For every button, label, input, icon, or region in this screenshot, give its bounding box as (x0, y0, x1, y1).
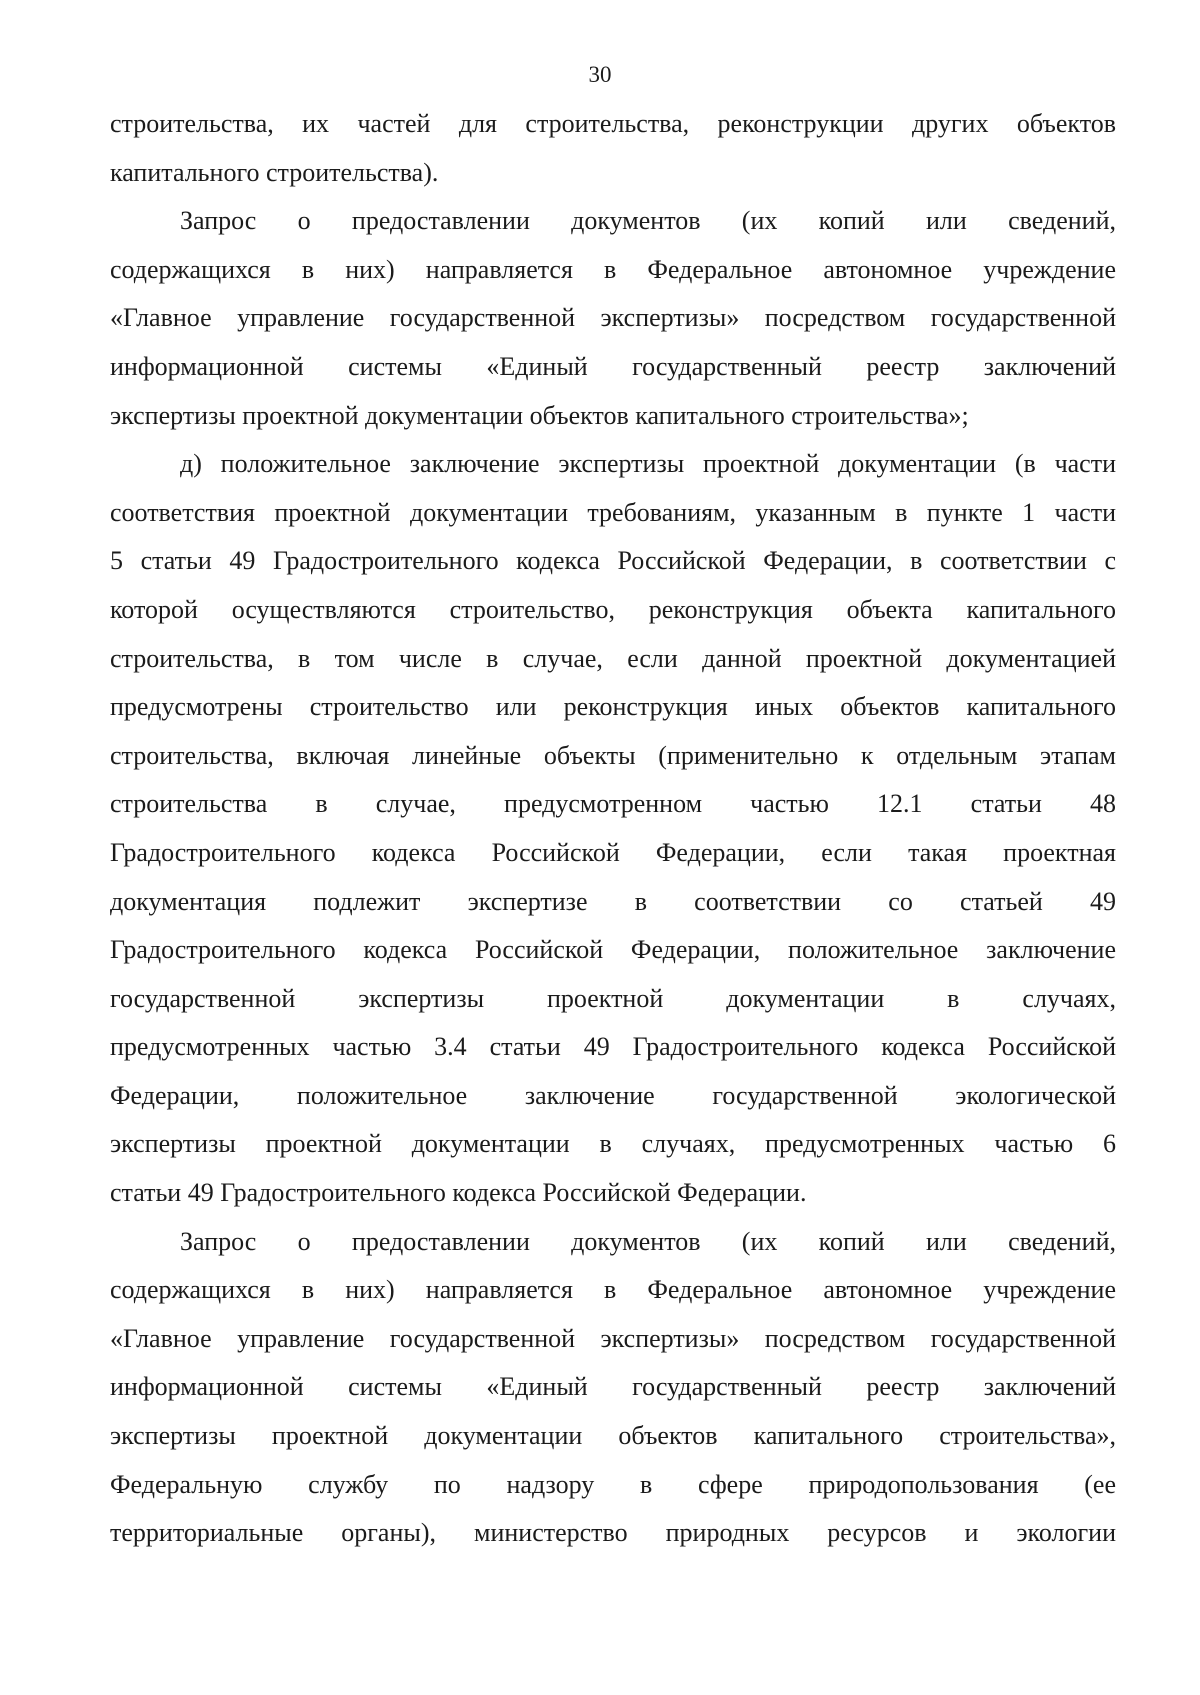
text-line: Градостроительного кодекса Российской Федерации, положительное заключение (110, 935, 1116, 965)
text-line: Запрос о предоставлении документов (их копий или сведений, (180, 1226, 1116, 1256)
text-line: государственной экспертизы проектной документации в случаях, (110, 983, 1116, 1013)
text-line: Федеральную службу по надзору в сфере природопользования (ее (110, 1469, 1116, 1499)
text-line: предусмотрены строительство или реконструкция иных объектов капитального (110, 692, 1116, 722)
text-line: «Главное управление государственной экспертизы» посредством государственной (110, 303, 1116, 333)
text-line: 5 статьи 49 Градостроительного кодекса Российской Федерации, в соответствии с (110, 546, 1116, 576)
text-line: экспертизы проектной документации объектов капитального строительства»; (110, 400, 969, 430)
text-line: содержащихся в них) направляется в Федеральное автономное учреждение (110, 254, 1116, 284)
text-line: документация подлежит экспертизе в соответствии со статьей 49 (110, 886, 1116, 916)
text-line: строительства в случае, предусмотренном частью 12.1 статьи 48 (110, 789, 1116, 819)
text-line: предусмотренных частью 3.4 статьи 49 Градостроительного кодекса Российской (110, 1032, 1116, 1062)
text-line: капитального строительства). (110, 157, 439, 187)
text-line: соответствия проектной документации требованиям, указанным в пункте 1 части (110, 497, 1116, 527)
text-line: экспертизы проектной документации в случаях, предусмотренных частью 6 (110, 1129, 1116, 1159)
text-line: Федерации, положительное заключение государственной экологической (110, 1080, 1116, 1110)
text-line: Запрос о предоставлении документов (их копий или сведений, (180, 206, 1116, 236)
text-line: д) положительное заключение экспертизы проектной документации (в части (180, 449, 1116, 479)
page-number: 30 (588, 62, 612, 87)
text-line: строительства, в том числе в случае, если данной проектной документацией (110, 643, 1116, 673)
text-line: экспертизы проектной документации объектов капитального строительства», (110, 1421, 1116, 1451)
text-line: строительства, их частей для строительства, реконструкции других объектов (110, 109, 1116, 138)
text-line: строительства, включая линейные объекты (применительно к отдельным этапам (110, 740, 1116, 770)
text-line: содержащихся в них) направляется в Федеральное автономное учреждение (110, 1275, 1116, 1305)
text-line: информационной системы «Единый государственный реестр заключений (110, 1372, 1116, 1402)
text-line: территориальные органы), министерство природных ресурсов и экологии (110, 1518, 1116, 1548)
document-body (110, 103, 1116, 1561)
text-line: Градостроительного кодекса Российской Федерации, если такая проектная (110, 837, 1116, 867)
text-line: «Главное управление государственной экспертизы» посредством государственной (110, 1323, 1116, 1353)
text-line: которой осуществляются строительство, реконструкция объекта капитального (110, 594, 1116, 624)
text-line: информационной системы «Единый государственный реестр заключений (110, 351, 1116, 381)
text-line: статьи 49 Градостроительного кодекса Российской Федерации. (110, 1178, 807, 1208)
